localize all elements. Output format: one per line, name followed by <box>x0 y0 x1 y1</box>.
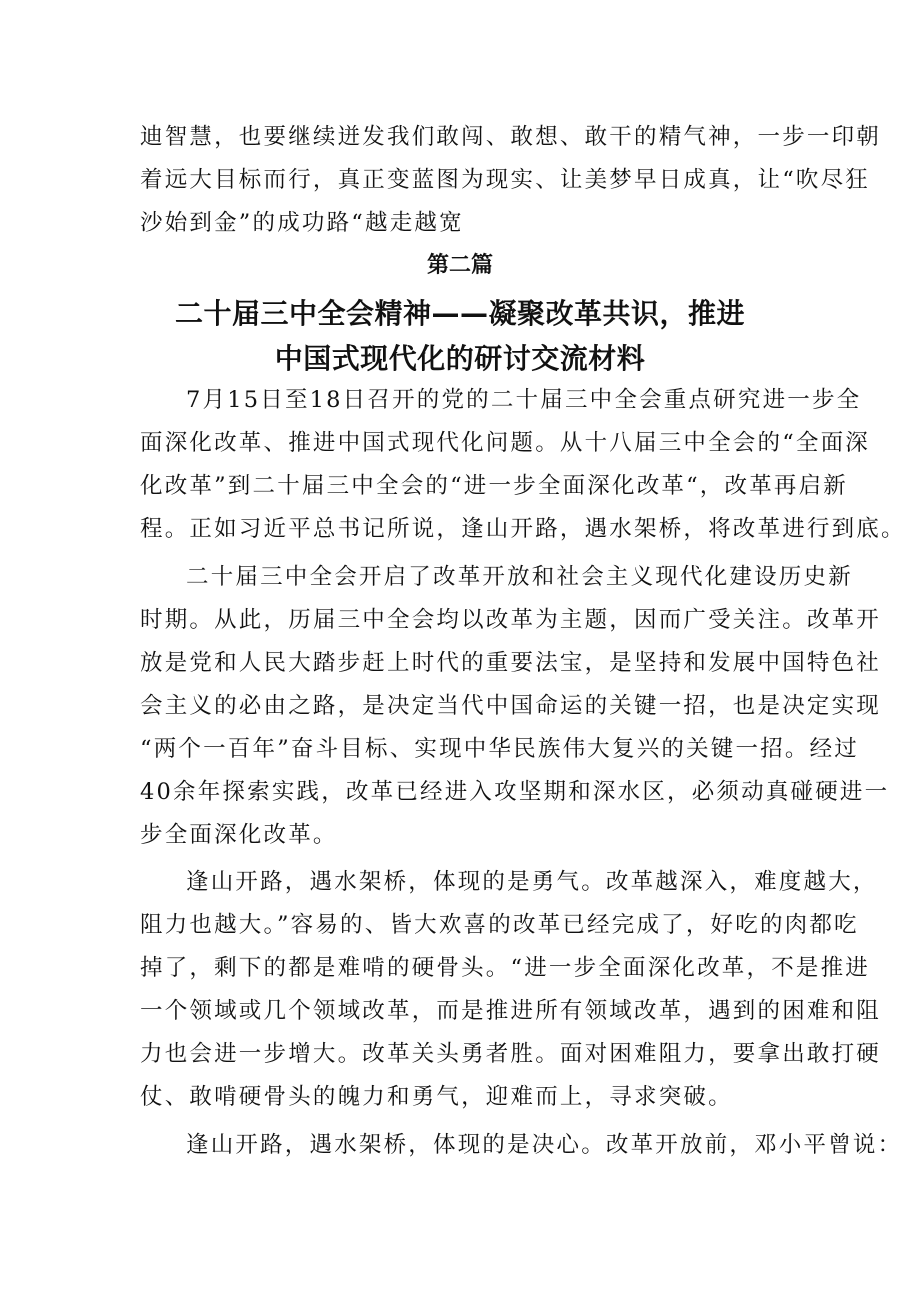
text-line: 程。正如习近平总书记所说，逢山开路，遇水架桥，将改革进行到底。 <box>140 516 906 542</box>
text-line: 化改革”到二十届三中全会的“进一步全面深化改革“，改革再启新 <box>140 473 849 499</box>
text-line: 着远大目标而行，真正变蓝图为现实、让美梦早日成真，让“吹尽狂 <box>140 167 871 193</box>
text-line: 时期。从此，历届三中全会均以改革为主题，因而广受关注。改革开 <box>140 607 882 633</box>
text-line: 40余年探索实践，改革已经进入攻坚期和深水区，必须动真碰硬进一 <box>140 779 890 805</box>
text-line: “两个一百年”奋斗目标、实现中华民族伟大复兴的关键一招。经过 <box>140 736 860 762</box>
section-label: 第二篇 <box>426 253 493 278</box>
text-line: 面深化改革、推进中国式现代化问题。从十八届三中全会的“全面深 <box>140 430 871 456</box>
document-title-line-2: 中国式现代化的研讨交流材料 <box>274 342 646 375</box>
text-line: 7月15日至18日召开的党的二十届三中全会重点研究进一步全 <box>186 387 862 413</box>
text-line: 一个领域或几个领域改革，而是推进所有领域改革，遇到的困难和阻 <box>140 998 882 1024</box>
text-line: 二十届三中全会开启了改革开放和社会主义现代化建设历史新 <box>186 564 853 590</box>
text-line: 沙始到金”的成功路“越走越宽 <box>140 210 464 236</box>
text-line: 逢山开路，遇水架桥，体现的是勇气。改革越深入，难度越大， <box>186 869 878 895</box>
document-title-line-1: 二十届三中全会精神——凝聚改革共识，推进 <box>174 297 745 330</box>
text-line: 阻力也越大。”容易的、皆大欢喜的改革已经完成了，好吃的肉都吃 <box>140 912 859 938</box>
text-line: 迪智慧，也要继续迸发我们敢闯、敢想、敢干的精气神，一步一印朝 <box>140 124 882 150</box>
text-line: 步全面深化改革。 <box>140 822 338 848</box>
text-line: 放是党和人民大踏步赶上时代的重要法宝，是坚持和发展中国特色社 <box>140 650 882 676</box>
text-line: 力也会进一步增大。改革关头勇者胜。面对困难阻力，要拿出敢打硬 <box>140 1041 882 1067</box>
text-line: 仗、敢啃硬骨头的魄力和勇气，迎难而上，寻求突破。 <box>140 1084 733 1110</box>
text-line: 掉了，剩下的都是难啃的硬骨头。“进一步全面深化改革，不是推进 <box>140 955 871 981</box>
text-line: 会主义的必由之路，是决定当代中国命运的关键一招，也是决定实现 <box>140 693 882 719</box>
text-line: 逢山开路，遇水架桥，体现的是决心。改革开放前，邓小平曾说： <box>186 1132 903 1158</box>
